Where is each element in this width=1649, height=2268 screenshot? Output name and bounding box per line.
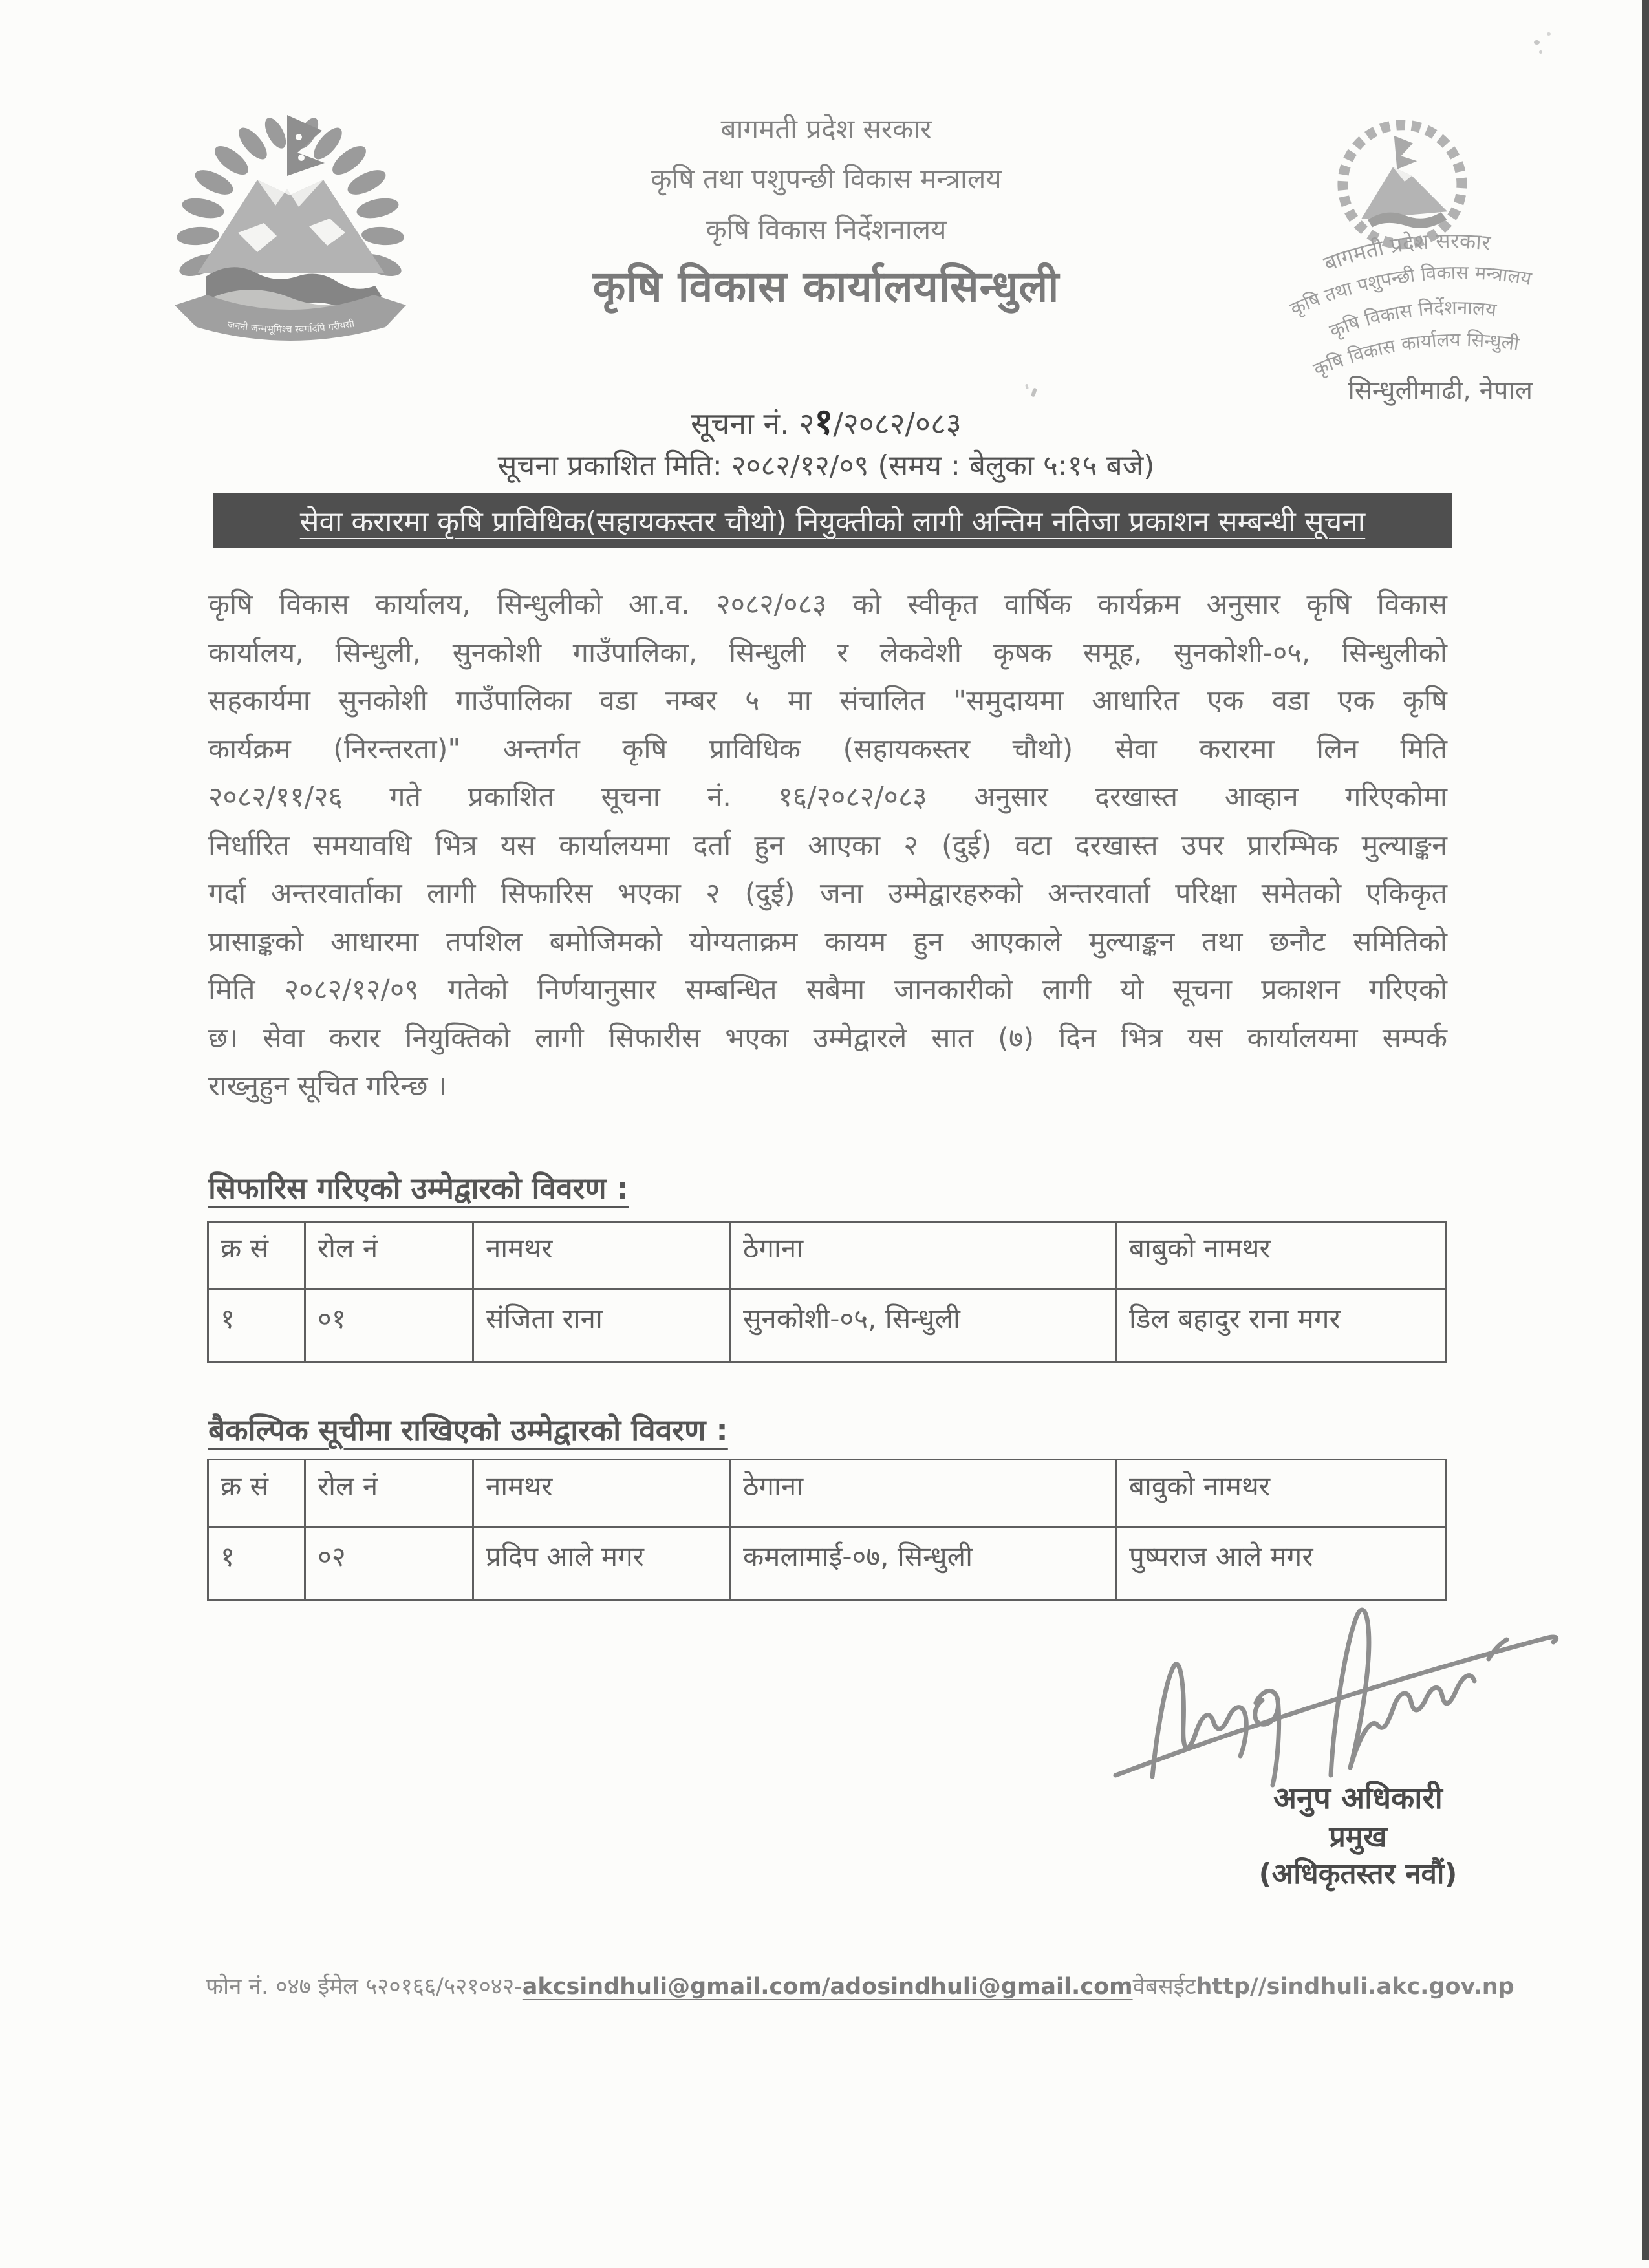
col-header-roll: रोल नं	[305, 1460, 473, 1527]
col-header-name: नामथर	[473, 1460, 731, 1527]
notice-number-prefix: सूचना नं. २	[691, 406, 815, 441]
col-header-father-name: बावुको नामथर	[1117, 1460, 1447, 1527]
body-line: कार्यालय, सिन्धुली, सुनकोशी गाउँपालिका, सिन्धुली र लेकवेशी कृषक समूह, सुनकोशी-०५, सिन्धुलीको	[208, 636, 1447, 669]
footer-emails: akcsindhuli@gmail.com/adosindhuli@gmail.com	[522, 1974, 1133, 2000]
col-header-serial: क्र सं	[208, 1460, 305, 1527]
recommended-candidates-table	[207, 1221, 1447, 1363]
scan-smudge	[1539, 50, 1542, 54]
body-line: मिति २०८२/१२/०९ गतेको निर्णयानुसार सम्बन्धित सबैमा जानकारीको लागी यो सूचना प्रकाशन गरिएको	[208, 974, 1447, 1006]
body-line: २०८२/११/२६ गते प्रकाशित सूचना नं. १६/२०८२/०८३ अनुसार दरखास्त आव्हान गरिएकोमा	[208, 781, 1447, 813]
body-line: कृषि विकास कार्यालय, सिन्धुलीको आ.व. २०८२/०८३ को स्वीकृत वार्षिक कार्यक्रम अनुसार कृषि विकास	[208, 588, 1447, 621]
cell-roll: ०२	[305, 1527, 473, 1600]
scanner-edge-band	[1642, 0, 1649, 2260]
office-location: सिन्धुलीमाढी, नेपाल	[1348, 376, 1533, 405]
table-header-row	[208, 1222, 1447, 1289]
subject-text: सेवा करारमा कृषि प्राविधिक(सहायकस्तर चौथो) नियुक्तीको लागी अन्तिम नतिजा प्रकाशन सम्बन्धी सूचना	[299, 506, 1366, 539]
body-line: कार्यक्रम (निरन्तरता)" अन्तर्गत कृषि प्राविधिक (सहायकस्तर चौथो) सेवा करारमा लिन मिति	[208, 733, 1447, 765]
scan-smudge	[1025, 384, 1029, 390]
col-header-roll: रोल नं	[305, 1222, 473, 1289]
scan-smudge	[1547, 32, 1551, 36]
body-line: छ। सेवा करार नियुक्तिको लागी सिफारीस भएका उम्मेद्वारले सात (७) दिन भित्र यस कार्यालयमा सम्पर्क	[208, 1022, 1447, 1054]
stamp-line-1: बागमती प्रदेश सरकार	[1320, 228, 1492, 277]
notice-number-handwritten-digit: १	[814, 400, 834, 443]
signatory-block	[1135, 1779, 1581, 1893]
cell-father-name: पुष्पराज आले मगर	[1117, 1527, 1447, 1600]
footer-website-url: http//sindhuli.akc.gov.np	[1196, 1974, 1514, 2000]
notice-number-line	[207, 396, 1445, 445]
stamp-line-2: कृषि तथा पशुपन्छी विकास मन्त्रालय	[1286, 261, 1533, 320]
col-header-address: ठेगाना	[731, 1460, 1117, 1527]
scan-smudge	[1534, 40, 1540, 45]
published-date-line: सूचना प्रकाशित मिति: २०८२/१२/०९ (समय : बेलुका ५:१५ बजे)	[497, 449, 1155, 482]
cell-address: सुनकोशी-०५, सिन्धुली	[731, 1289, 1117, 1362]
cell-serial: १	[208, 1289, 305, 1362]
footer-contact-line	[206, 1971, 1514, 2001]
cell-roll: ०१	[305, 1289, 473, 1362]
office-name-title: कृषि विकास कार्यालयसिन्धुली	[592, 262, 1060, 312]
directorate-name: कृषि विकास निर्देशनालय	[706, 213, 947, 245]
cell-father-name: डिल बहादुर राना मगर	[1117, 1289, 1447, 1362]
signatory-name: अनुप अधिकारी	[1273, 1781, 1443, 1816]
stamp-line-4: कृषि विकास कार्यालय सिन्धुली	[1310, 328, 1521, 381]
col-header-name: नामथर	[473, 1222, 731, 1289]
table-header-row	[208, 1460, 1447, 1527]
signature-strokes	[1093, 1562, 1597, 1801]
body-line: निर्धारित समयावधि भित्र यस कार्यालयमा दर्ता हुन आएका २ (दुई) वटा दरखास्त उपर प्रारम्भिक मुल्याङ्कन	[208, 829, 1447, 862]
table-row	[208, 1289, 1447, 1362]
col-header-serial: क्र सं	[208, 1222, 305, 1289]
notice-number-suffix: /२०८२/०८३	[833, 406, 962, 441]
body-line: गर्दा अन्तरवार्ताका लागी सिफारिस भएका २ (दुई) जना उम्मेद्वारहरुको अन्तरवार्ता परिक्षा समेतको एकिकृत	[208, 877, 1447, 910]
emblem-motto: जननी जन्मभूमिश्च स्वर्गादपि गरीयसी	[226, 317, 356, 336]
signatory-title: प्रमुख	[1329, 1819, 1387, 1854]
subject-strip	[213, 493, 1452, 548]
government-name: बागमती प्रदेश सरकार	[720, 113, 932, 145]
cell-name: संजिता राना	[473, 1289, 731, 1362]
signatory-level: (अधिकृतस्तर नवौं)	[1258, 1857, 1458, 1890]
col-header-father-name: बाबुको नामथर	[1117, 1222, 1447, 1289]
cell-serial: १	[208, 1527, 305, 1600]
body-line: राख्नुहुन सूचित गरिन्छ ।	[208, 1070, 447, 1102]
cell-address: कमलामाई-०७, सिन्धुली	[731, 1527, 1117, 1600]
alternate-candidates-heading: बैकल्पिक सूचीमा राखिएको उम्मेद्वारको विवरण :	[208, 1413, 728, 1448]
stamp-line-3: कृषि विकास निर्देशनालय	[1326, 296, 1498, 342]
recommended-candidates-heading: सिफारिस गरिएको उम्मेद्वारको विवरण :	[208, 1171, 629, 1206]
body-line: सहकार्यमा सुनकोशी गाउँपालिका वडा नम्बर ५ मा संचालित "समुदायमा आधारित एक वडा एक कृषि	[208, 685, 1447, 717]
col-header-address: ठेगाना	[731, 1222, 1117, 1289]
cell-name: प्रदिप आले मगर	[473, 1527, 731, 1600]
ministry-name: कृषि तथा पशुपन्छी विकास मन्त्रालय	[651, 163, 1002, 195]
body-paragraph	[208, 581, 1447, 1111]
body-line: प्रासाङ्कको आधारमा तपशिल बमोजिमको योग्यताक्रम कायम हुन आएकाले मुल्याङ्कन तथा छनौट समितिको	[208, 925, 1447, 958]
handwritten-signature	[1093, 1562, 1597, 1801]
footer-website-label: वेबसईट	[1132, 1974, 1196, 2000]
footer-phone-email-label: फोन नं. ०४७ ईमेल ५२०१६६/५२१०४२-	[206, 1974, 523, 2000]
